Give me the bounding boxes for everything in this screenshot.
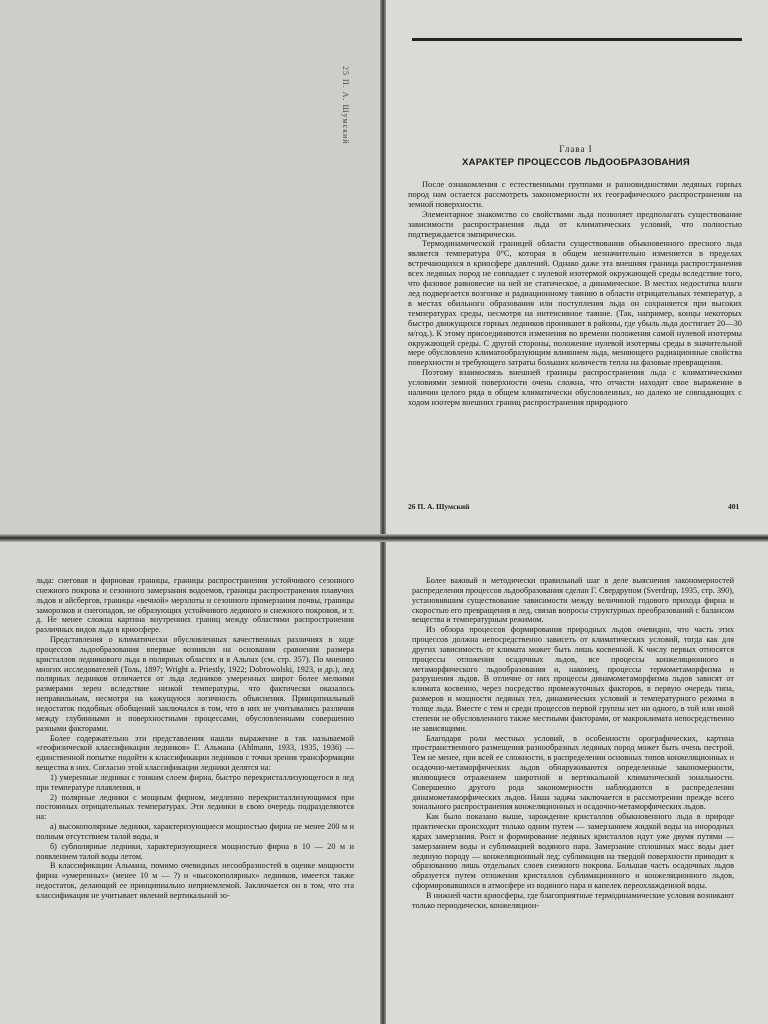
running-head-rotated: 25 П. А. Шумский xyxy=(341,66,350,145)
paragraph: Благодаря роли местных условий, в особенности орографических, картина пространственного размещения разнообразных ледяных пород может быть очень пестрой. Тем не менее, при всей ее сложности, в распределении основных типов конжеляционных и осадочно-метаморфических льдов обнаруживаются определенные закономерности, являющиеся отражением широтной и вертикальной климатической зональности. Совершенно другого рода закономерности наблюдаются в распределении динамометаморфических льдов. Наша задача заключается в рассмотрении прежде всего зонального распространения конжеляционных и осадочно-метаморфических льдов. xyxy=(412,733,734,812)
spread-divider xyxy=(0,534,768,542)
page-bottom-left xyxy=(0,540,382,1024)
paragraph: льда: снеговая и фирновая границы, границы распространения устойчивого сезонного снежного покрова и сезонного замерзания водоемов, границы распространения плавучих льдов и айсбергов, границы «вечной» мерзлоты и сезонного промерзания почвы, границы заморозков и снегопадов, не образующих устойчивого ледяного и снежного покровов, и т. д. Не менее сложна картина внутренних границ между областями распространения различных видов льда в криосфере. xyxy=(36,576,354,635)
page-top-right xyxy=(384,0,768,536)
chapter-label: Глава I xyxy=(559,144,593,154)
paragraph: В классификации Альмана, помимо очевидных несообразностей в оценке мощности фирна «умеренных» (менее 10 м — ?) и «высокополярных» ледников, имеется также недостаток, делающий ее принципиально неприемлемой. Заключается он в том, что эта классификация не учитывает явлений вертикальной зо- xyxy=(36,861,354,900)
paragraph: 1) умеренные ледники с тонким слоем фирна, быстро перекристаллизующегося в лед при температуре плавления, и xyxy=(36,772,354,792)
paragraph: Элементарное знакомство со свойствами льда позволяет предполагать существование зависимости распространения льда от климатических условий, что полностью подтверждается эмпирически. xyxy=(408,209,742,239)
paragraph: Поэтому взаимосвязь внешней границы распространения льда с климатическими условиями земной поверхности очень сложна, что отчасти находит свое выражение в наличии целого ряда в общем климатически обусловленных, но далеко не совпадающих с ходом изотерм внешних границ распространения природного xyxy=(408,368,742,407)
chapter-top-rule xyxy=(412,38,742,41)
paragraph: 2) полярные ледники с мощным фирном, медленно перекристаллизующимся при постоянных отрицательных температурах. Эти ледники в свою очередь подразделяются на: xyxy=(36,792,354,822)
footer-left: 26 П. А. Шумский xyxy=(408,502,470,511)
paragraph: Термодинамической границей области существования обыкновенного пресного льда является температура 0°С, которая в общем незначительно изменяется в пределах встречающихся в криосфере давлений. Однако даже эта внешняя граница распространения всех ледяных пород не совпадает с нулевой изотермой окружающей среды вследствие того, что фазовое равновесие на ней не статическое, а динамическое. В местах недостатка влаги лед подвергается возгонке и радиационному таянию в области отрицательных температур, а в местах обильного образования или поступления льда он сохраняется при высоких температурах среды, несмотря на интенсивное таяние. (Так, например, концы некоторых быстро движущихся горных ледников проникают в районы, где убыль льда достигает 20—30 м/год.). К этому присоединяются изменения во времени положения самой нулевой изотермы окружающей среды. С другой стороны, положение нулевой изотермы среды в значительной мере обусловлено климатообразующим влиянием льда, меняющего радиационные свойства поверхности и требующего затраты больших количеств тепла на фазовые превращения. xyxy=(408,239,742,368)
text-column xyxy=(36,576,354,901)
paragraph: а) высокополярные ледники, характеризующиеся мощностью фирна не менее 200 м и полным отсутствием талой воды, и xyxy=(36,822,354,841)
page-number: 401 xyxy=(728,502,740,511)
page-top-left xyxy=(0,0,382,536)
paragraph: После ознакомления с естественными группами и разновидностями ледяных горных пород нам остается рассмотреть закономерности их географического распространения на земной поверхности. xyxy=(408,180,742,209)
text-column xyxy=(412,576,734,911)
page-bottom-right xyxy=(384,540,768,1024)
paragraph: Более содержательно эти представления нашли выражение в так называемой «геофизической классификации ледников» Г. Альмана (Ahlmann, 1933, 1935, 1936) — единственной попытке подойти к классификации ледников с точки зрения трансформации вещества в них. Согласно этой классификации ледники делятся на: xyxy=(36,733,354,773)
paragraph: Из обзора процессов формирования природных льдов очевидно, что часть этих процессов должна непосредственно зависеть от климатических условий, тогда как для других зависимость от климата может быть лишь косвенной. К числу первых относятся процессы отложения осадочных льдов, все процессы конжеляционного и метаморфического льдообразования и, наконец, процессы термометаморфизма и разрушения льдов. В отличие от них процессы динамометаморфизма льдов зависят от климата косвенно, через посредство промежуточных факторов, в первую очередь типа, размеров и мощности ледяных тел, динамических условий и температурного режима в толще льда. Вместе с тем и среди процессов первой группы нет ни одного, в той или иной степени не обусловленного также местными факторами, от макроклимата непосредственно не зависящими. xyxy=(412,625,734,733)
paragraph: Более важный и методически правильный шаг в деле выяснения закономерностей распределения процессов льдообразования сделан Г. Свердрупом (Sverdrup, 1935, стр. 390), установившим существование зависимости между величиной годового прихода фирна и скоростью его превращения в лед, связав вопросы структурных преобразований с балансом вещества и температурным режимом. xyxy=(412,576,734,625)
paragraph: Как было показано выше, зарождение кристаллов обыкновенного льда в природе практически происходит только одним путем — замерзанием жидкой воды на инородных ядрах замерзания. Рост и формирование ледяных кристаллов идут уже двумя путями — замерзанием воды и сублимацией водяного пара. Замерзание сплошных масс воды дает ледяную породу — конжеляционный лед; сублимация на твердой поверхности приводит к образованию лишь отдельных слоев снежного покрова. Большая часть осадочных льдов образуется путем отложения кристаллов сублимационного и конжеляционного льдов, сформировавшихся в атмосфере из водяного пара и капелек переохлажденной воды. xyxy=(412,812,734,891)
book-gutter xyxy=(380,0,386,1024)
paragraph: Представления о климатически обусловленных качественных различиях в ходе процессов льдообразования впервые возникли на основании сравнения размера кристаллов ледникового льда в полярных областях и в Альпах (см. стр. 357). По мнению многих исследователей (Толь, 1897; Wright a. Priestly, 1922; Dobrowolski, 1923, и др.), лед полярных ледников отличается от льда ледников умеренных широт более мелкими размерами зерен вследствие низкой температуры, что фактически оказалось неправильным, несмотря на кажущуюся логичность объяснения. Принципиальный недостаток подобных обобщений заключался в том, что в них не учитывались различия между глубинными и поверхностными процессами, обусловленными совершенно разными факторами. xyxy=(36,635,354,733)
paragraph: б) субполярные ледники, характеризующиеся мощностью фирна в 10 — 20 м и появлением талой воды летом. xyxy=(36,841,354,861)
paragraph: В нижней части криосферы, где благоприятные термодинамические условия возникают только периодически, конжеляцион- xyxy=(412,891,734,910)
text-column xyxy=(408,180,742,408)
chapter-title: ХАРАКТЕР ПРОЦЕССОВ ЛЬДООБРАЗОВАНИЯ xyxy=(461,157,691,168)
